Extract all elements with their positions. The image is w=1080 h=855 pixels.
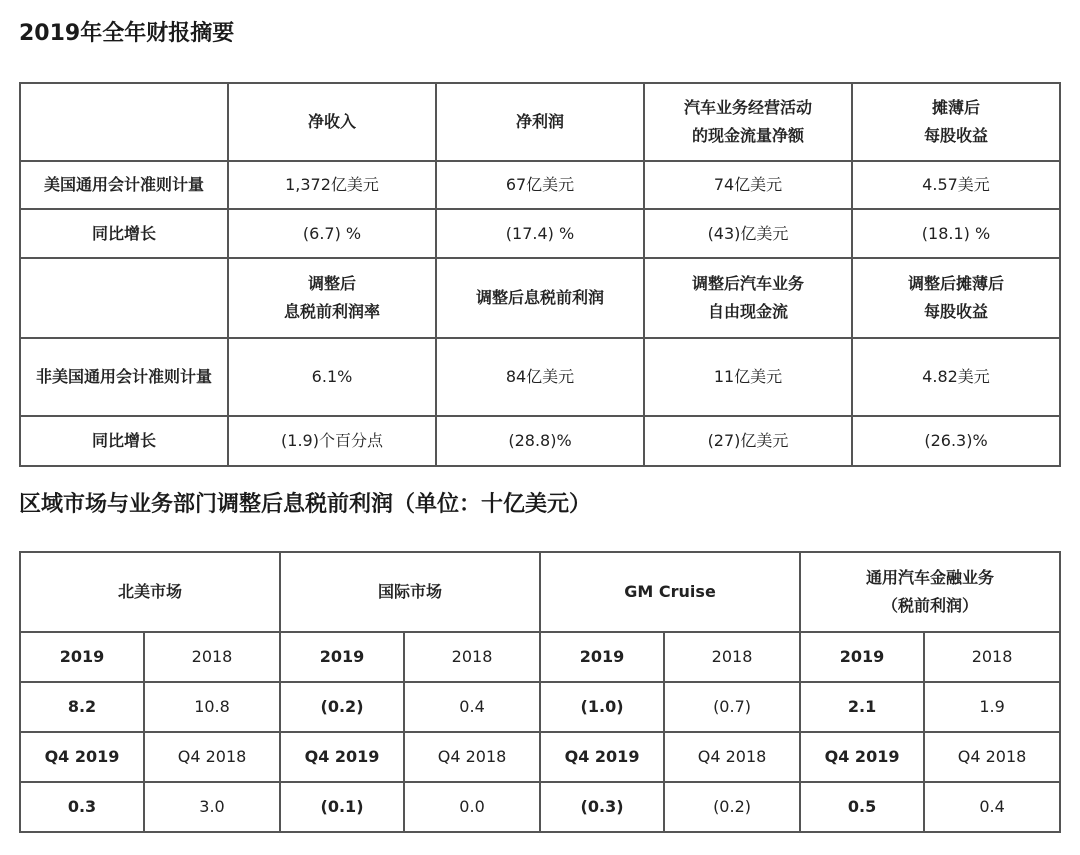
gaap-value-net-income: 67亿美元 [436,161,644,209]
quarterly-value-row [20,782,1060,832]
gaap-yoy-net-income: (17.4) % [436,209,644,258]
segment-header-international: 国际市场 [280,552,540,632]
nongaap-header-diluted-eps: 调整后摊薄后 每股收益 [852,258,1060,338]
gaap-yoy-net-revenue: (6.7) % [228,209,436,258]
quarter-label-prior: Q4 2018 [404,732,540,782]
quarter-label-current: Q4 2019 [280,732,404,782]
gaap-yoy-auto-cash-flow: (43)亿美元 [644,209,852,258]
nongaap-yoy-label: 同比增长 [20,416,228,466]
gm-financial-q4-2019-value: 0.5 [800,782,924,832]
gaap-header-net-revenue: 净收入 [228,83,436,161]
gaap-header-row [20,83,1060,161]
gaap-yoy-row [20,209,1060,258]
year-label-row [20,632,1060,682]
north-america-2019-value: 8.2 [20,682,144,732]
quarter-label-current: Q4 2019 [800,732,924,782]
segment-header-north-america: 北美市场 [20,552,280,632]
quarter-label-current: Q4 2019 [20,732,144,782]
segments-title: 区域市场与业务部门调整后息税前利润（单位：十亿美元） [19,492,592,517]
nongaap-yoy-ebit: (28.8)% [436,416,644,466]
nongaap-yoy-diluted-eps: (26.3)% [852,416,1060,466]
gaap-header-net-income: 净利润 [436,83,644,161]
international-2019-value: (0.2) [280,682,404,732]
nongaap-yoy-row [20,416,1060,466]
year-label-prior: 2018 [924,632,1060,682]
quarter-label-current: Q4 2019 [540,732,664,782]
north-america-q4-2019-value: 0.3 [20,782,144,832]
gm-cruise-2019-value: (1.0) [540,682,664,732]
segment-header-gm-cruise: GM Cruise [540,552,800,632]
gaap-value-diluted-eps: 4.57美元 [852,161,1060,209]
summary-table [19,82,1061,467]
year-label-current: 2019 [540,632,664,682]
year-label-current: 2019 [280,632,404,682]
segment-header-gm-financial: 通用汽车金融业务 （税前利润） [800,552,1060,632]
nongaap-header-ebit-margin: 调整后 息税前利润率 [228,258,436,338]
nongaap-yoy-ebit-margin: (1.9)个百分点 [228,416,436,466]
gaap-row [20,161,1060,209]
nongaap-row [20,338,1060,416]
quarter-label-prior: Q4 2018 [664,732,800,782]
gaap-value-net-revenue: 1,372亿美元 [228,161,436,209]
north-america-2018-value: 10.8 [144,682,280,732]
gm-financial-q4-2018-value: 0.4 [924,782,1060,832]
international-2018-value: 0.4 [404,682,540,732]
nongaap-header-corner-cell [20,258,228,338]
gaap-header-auto-cash-flow: 汽车业务经营活动 的现金流量净额 [644,83,852,161]
year-label-prior: 2018 [144,632,280,682]
nongaap-value-ebit-margin: 6.1% [228,338,436,416]
nongaap-value-diluted-eps: 4.82美元 [852,338,1060,416]
year-label-prior: 2018 [404,632,540,682]
nongaap-yoy-free-cash-flow: (27)亿美元 [644,416,852,466]
quarter-label-prior: Q4 2018 [144,732,280,782]
annual-value-row [20,682,1060,732]
gm-cruise-q4-2019-value: (0.3) [540,782,664,832]
year-label-current: 2019 [20,632,144,682]
gm-financial-2018-value: 1.9 [924,682,1060,732]
gm-cruise-2018-value: (0.7) [664,682,800,732]
gaap-value-auto-cash-flow: 74亿美元 [644,161,852,209]
international-q4-2019-value: (0.1) [280,782,404,832]
gaap-row-label: 美国通用会计准则计量 [20,161,228,209]
quarter-label-row [20,732,1060,782]
nongaap-header-free-cash-flow: 调整后汽车业务 自由现金流 [644,258,852,338]
gm-financial-2019-value: 2.1 [800,682,924,732]
nongaap-row-label: 非美国通用会计准则计量 [20,338,228,416]
nongaap-header-ebit: 调整后息税前利润 [436,258,644,338]
gaap-yoy-label: 同比增长 [20,209,228,258]
gaap-yoy-diluted-eps: (18.1) % [852,209,1060,258]
north-america-q4-2018-value: 3.0 [144,782,280,832]
segment-header-row [20,552,1060,632]
quarter-label-prior: Q4 2018 [924,732,1060,782]
header-corner-cell [20,83,228,161]
nongaap-value-ebit: 84亿美元 [436,338,644,416]
international-q4-2018-value: 0.0 [404,782,540,832]
nongaap-header-row [20,258,1060,338]
summary-title: 2019年全年财报摘要 [19,21,235,46]
segments-table [19,551,1061,833]
gaap-header-diluted-eps: 摊薄后 每股收益 [852,83,1060,161]
nongaap-value-free-cash-flow: 11亿美元 [644,338,852,416]
gm-cruise-q4-2018-value: (0.2) [664,782,800,832]
year-label-current: 2019 [800,632,924,682]
year-label-prior: 2018 [664,632,800,682]
